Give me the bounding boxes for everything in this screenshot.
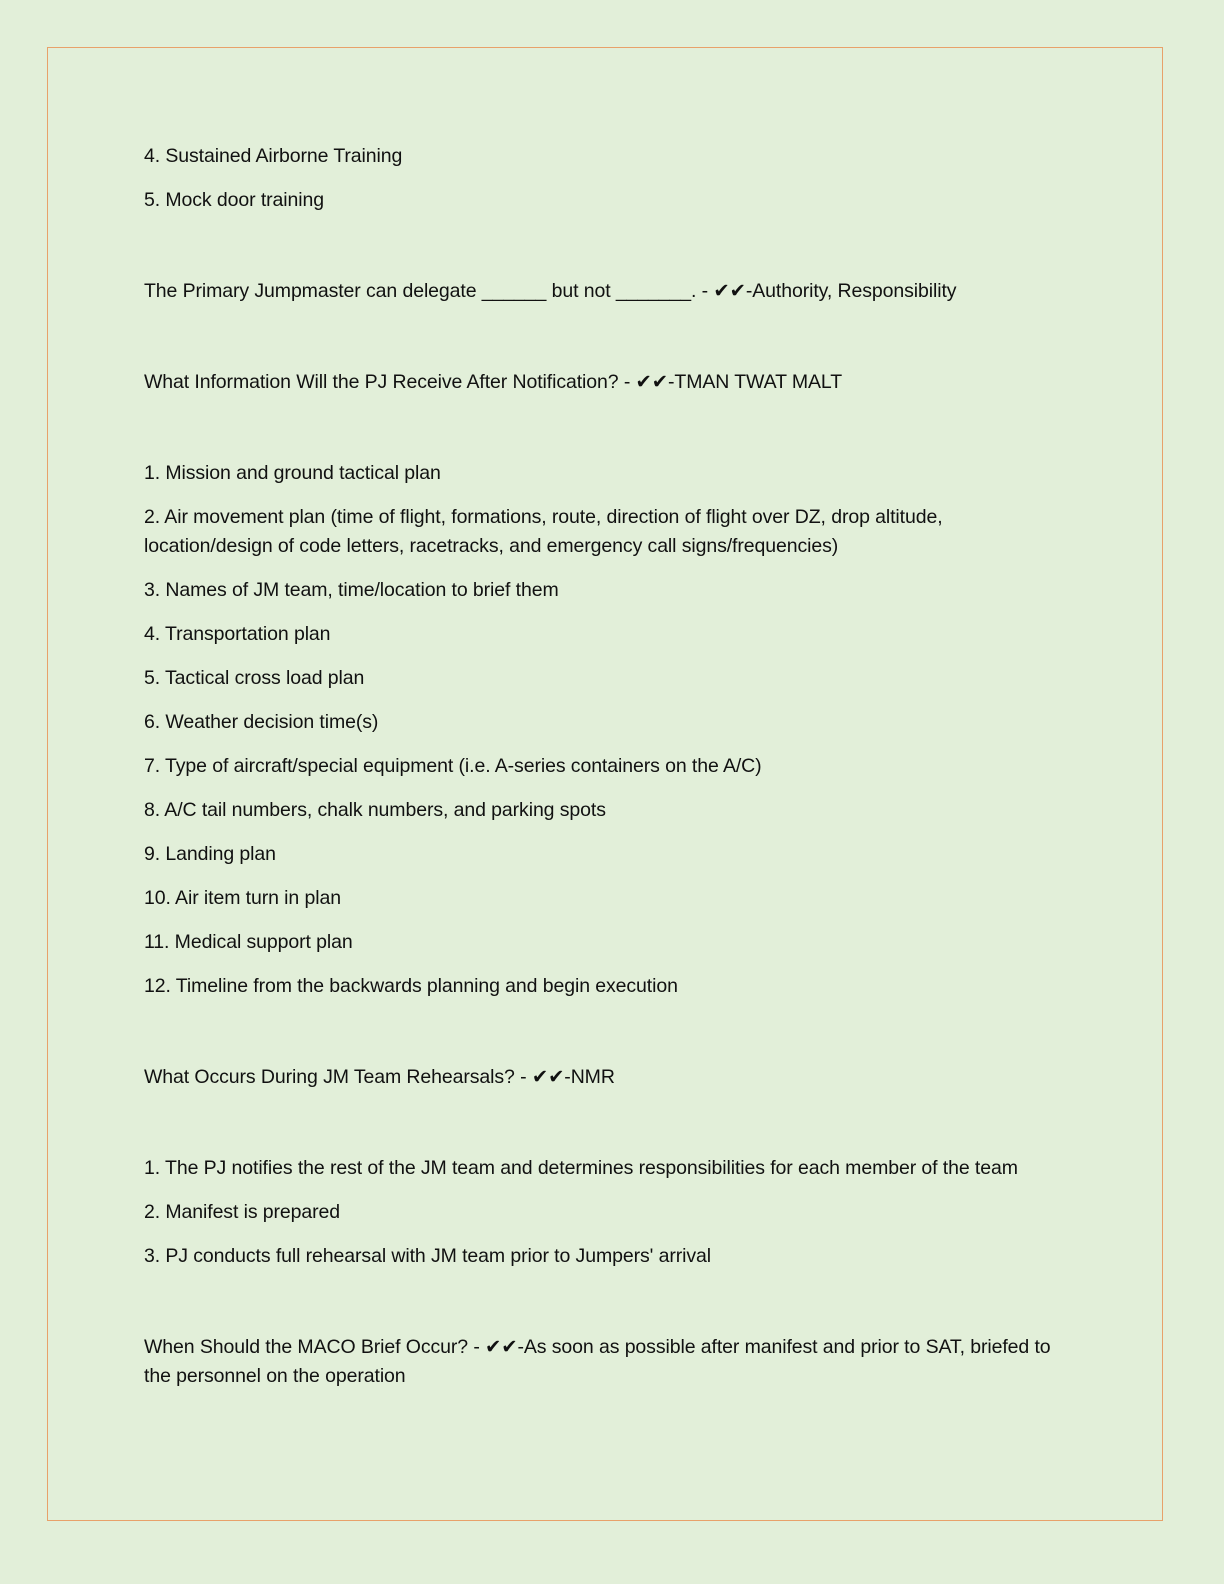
list-item: 5. Tactical cross load plan xyxy=(144,667,365,689)
list-item: 1. The PJ notifies the rest of the JM team and determines responsibilities for each member of the team xyxy=(144,1157,1018,1179)
list-item: 1. Mission and ground tactical plan xyxy=(144,462,441,484)
list-item: 4. Transportation plan xyxy=(144,623,331,645)
question-delegate: The Primary Jumpmaster can delegate ______ but not _______. - ✔✔-Authority, Responsibility xyxy=(144,280,957,302)
list-item: 2. Manifest is prepared xyxy=(144,1201,341,1223)
list-item: 10. Air item turn in plan xyxy=(144,887,341,909)
list-item: 6. Weather decision time(s) xyxy=(144,711,379,733)
list-item: 11. Medical support plan xyxy=(144,931,353,953)
document-body xyxy=(144,142,1074,1391)
question-rehearsals: What Occurs During JM Team Rehearsals? - ✔✔-NMR xyxy=(144,1066,615,1088)
list-item: 7. Type of aircraft/special equipment (i.e. A-series containers on the A/C) xyxy=(144,755,762,777)
list-item: 3. Names of JM team, time/location to brief them xyxy=(144,579,559,601)
list-item: 9. Landing plan xyxy=(144,843,276,865)
list-item: 2. Air movement plan (time of flight, formations, route, direction of flight over DZ, drop altitude, location/design of code letters, racetracks, and emergency call signs/frequencies) xyxy=(144,506,943,557)
question-maco: When Should the MACO Brief Occur? - ✔✔-As soon as possible after manifest and prior to SAT, briefed to the personnel on the operation xyxy=(144,1336,1051,1387)
list-item: 4. Sustained Airborne Training xyxy=(144,145,403,167)
list-item: 8. A/C tail numbers, chalk numbers, and parking spots xyxy=(144,799,606,821)
list-item: 12. Timeline from the backwards planning and begin execution xyxy=(144,975,678,997)
list-item: 5. Mock door training xyxy=(144,189,324,211)
list-item: 3. PJ conducts full rehearsal with JM team prior to Jumpers' arrival xyxy=(144,1245,711,1267)
question-info: What Information Will the PJ Receive After Notification? - ✔✔-TMAN TWAT MALT xyxy=(144,371,843,393)
